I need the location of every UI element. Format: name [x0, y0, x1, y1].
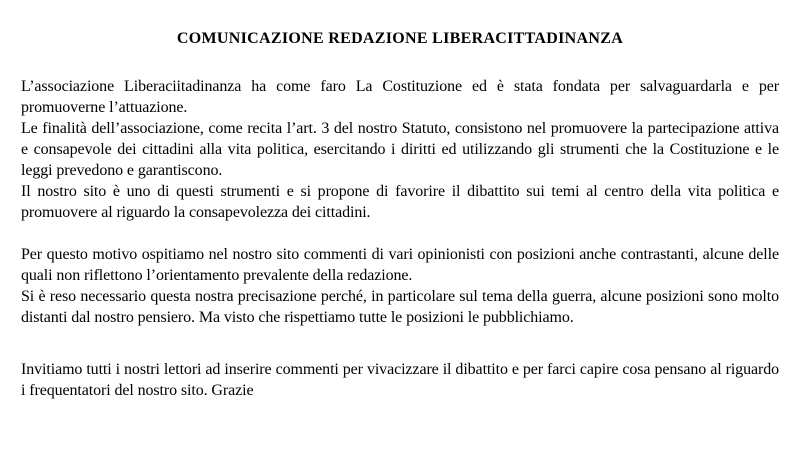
- sentence-statute-goals: Le finalità dell’associazione, come recita l’art. 3 del nostro Statuto, consistono nel promuovere la partecipazione attiva e consapevole dei cittadini alla vita politica, esercitando i diritti ed utilizzando gli strumenti che la Costituzione e le leggi prevedono e garantiscono.: [21, 120, 779, 179]
- sentence-clarification: Si è reso necessario questa nostra precisazione perché, in particolare sul tema della guerra, alcune posizioni sono molto distanti dal nostro pensiero. Ma visto che rispettiamo tutte le posizioni le pubblichiamo.: [21, 288, 779, 326]
- paragraph-block-invitation: [21, 359, 779, 401]
- sentence-site-purpose: Il nostro sito è uno di questi strumenti e si propone di favorire il dibattito sui temi al centro della vita politica e promuovere al riguardo la consapevolezza dei cittadini.: [21, 183, 779, 221]
- sentence-reader-invitation: Invitiamo tutti i nostri lettori ad inserire commenti per vivacizzare il dibattito e per farci capire cosa pensano al riguardo i frequentatori del nostro sito. Grazie: [21, 361, 779, 399]
- sentence-hosted-opinions: Per questo motivo ospitiamo nel nostro sito commenti di vari opinionisti con posizioni anche contrastanti, alcune delle quali non riflettono l’orientamento prevalente della redazione.: [21, 246, 779, 284]
- paragraph-block-intro: [21, 76, 779, 223]
- document-title: COMUNICAZIONE REDAZIONE LIBERACITTADINANZA: [176, 30, 624, 47]
- sentence-association-mission: L’associazione Liberaciitadinanza ha come faro La Costituzione ed è stata fondata per salvaguardarla e per promuoverne l’attuazione.: [21, 78, 779, 116]
- paragraph-block-opinions: [21, 244, 779, 328]
